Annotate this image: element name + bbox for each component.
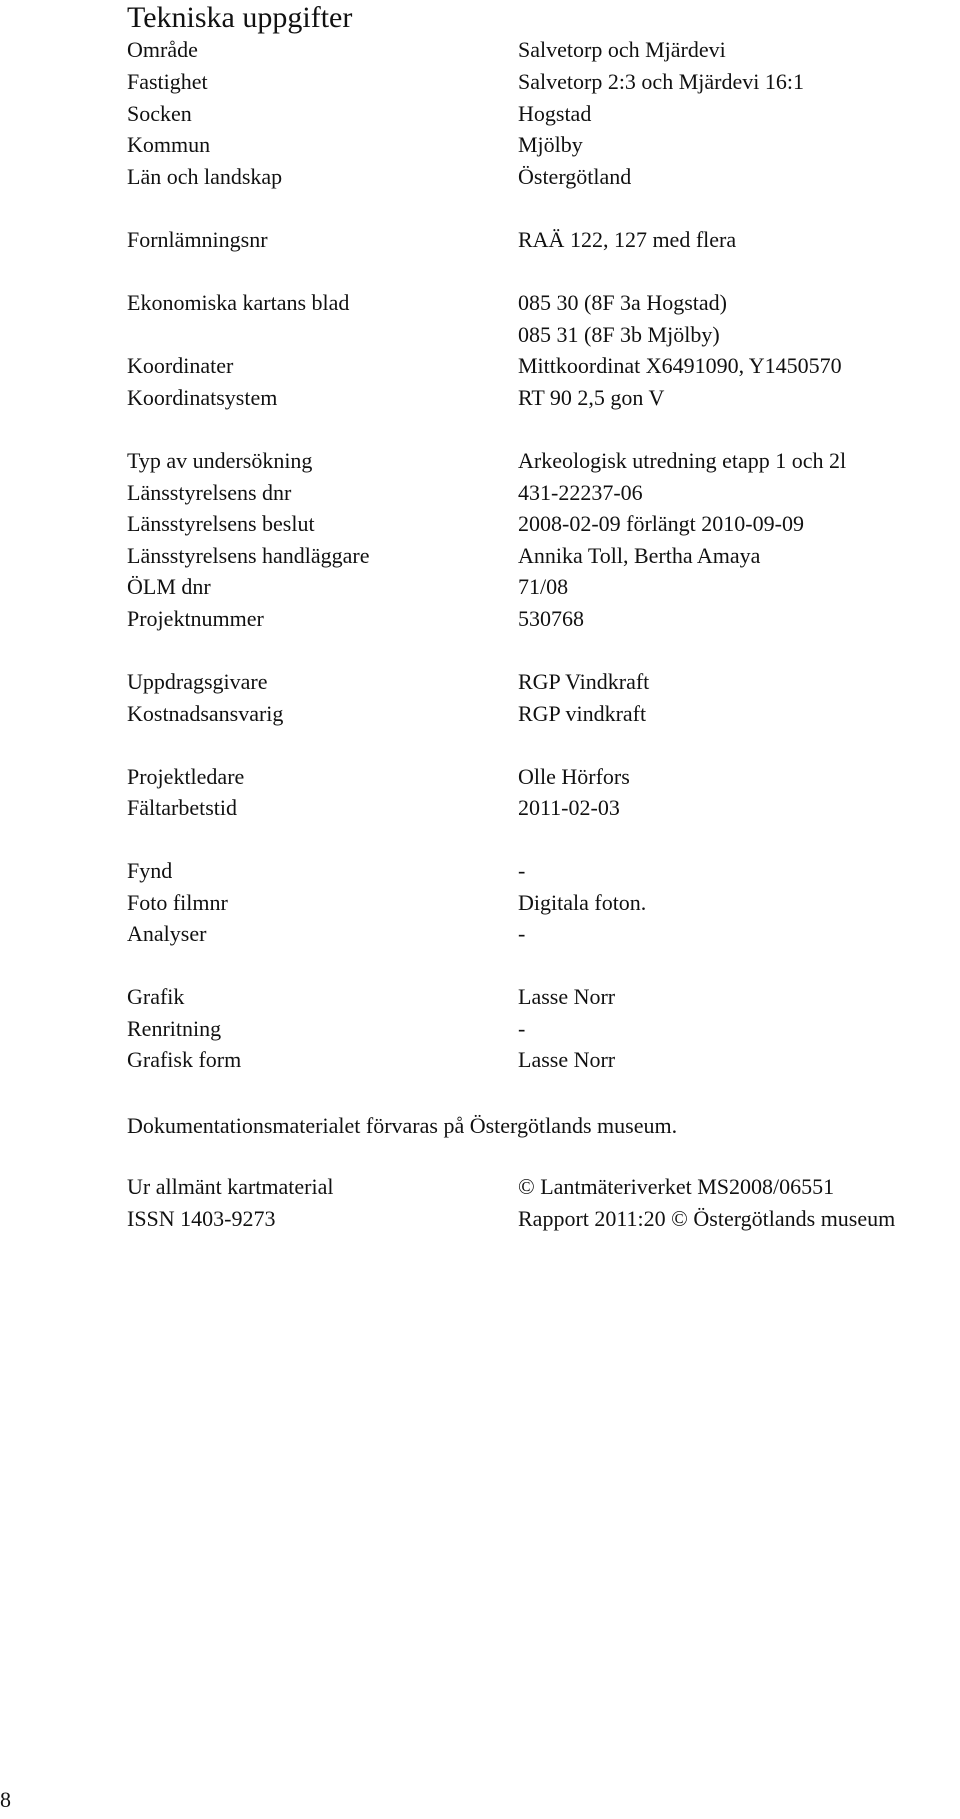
- row-label: Kommun: [127, 132, 211, 157]
- row-value: RT 90 2,5 gon V: [518, 385, 665, 410]
- row-value: © Lantmäteriverket MS2008/06551: [518, 1174, 835, 1199]
- row-label: Fornlämningsnr: [127, 227, 268, 252]
- row-value-secondary: 085 31 (8F 3b Mjölby): [518, 322, 720, 347]
- row-value: Salvetorp 2:3 och Mjärdevi 16:1: [518, 69, 804, 94]
- row-value: Lasse Norr: [518, 984, 616, 1009]
- row-value: Salvetorp och Mjärdevi: [518, 37, 726, 62]
- row-value: Rapport 2011:20 © Östergötlands museum: [518, 1206, 896, 1231]
- row-value: Hogstad: [518, 101, 592, 126]
- row-label: ISSN 1403-9273: [127, 1206, 276, 1231]
- row-value: RGP Vindkraft: [518, 669, 650, 694]
- row-label: Fältarbetstid: [127, 795, 237, 820]
- row-label: Kostnadsansvarig: [127, 701, 284, 726]
- row-value: Annika Toll, Bertha Amaya: [518, 543, 761, 568]
- row-label: Koordinatsystem: [127, 385, 278, 410]
- row-value: 530768: [518, 606, 584, 631]
- row-label: Ur allmänt kartmaterial: [127, 1174, 334, 1199]
- row-value: -: [518, 921, 526, 946]
- row-label: Fastighet: [127, 69, 208, 94]
- row-value: -: [518, 1016, 526, 1041]
- row-value: 085 30 (8F 3a Hogstad): [518, 290, 727, 315]
- row-label: Grafik: [127, 984, 185, 1009]
- row-label: Typ av undersökning: [127, 448, 313, 473]
- storage-note: Dokumentationsmaterialet förvaras på Östergötlands museum.: [127, 1113, 678, 1138]
- row-value: RAÄ 122, 127 med flera: [518, 227, 737, 252]
- row-label: Länsstyrelsens dnr: [127, 480, 292, 505]
- row-label: Ekonomiska kartans blad: [127, 290, 350, 315]
- row-label: Länsstyrelsens beslut: [127, 511, 315, 536]
- row-value: Lasse Norr: [518, 1047, 616, 1072]
- row-value: Mittkoordinat X6491090, Y1450570: [518, 353, 842, 378]
- page-number: 8: [0, 1787, 11, 1812]
- row-value: Olle Hörfors: [518, 764, 630, 789]
- row-label: Projektnummer: [127, 606, 264, 631]
- row-label: Analyser: [127, 921, 207, 946]
- row-label: Koordinater: [127, 353, 234, 378]
- row-value: -: [518, 858, 526, 883]
- row-value: Östergötland: [518, 164, 632, 189]
- row-value: 71/08: [518, 574, 569, 599]
- row-label: Renritning: [127, 1016, 222, 1041]
- row-label: Uppdragsgivare: [127, 669, 268, 694]
- row-label: Område: [127, 37, 198, 62]
- row-label: Foto filmnr: [127, 890, 228, 915]
- row-label: Projektledare: [127, 764, 245, 789]
- row-value: Digitala foton.: [518, 890, 647, 915]
- row-value: Arkeologisk utredning etapp 1 och 2l: [518, 448, 847, 473]
- row-value: 431-22237-06: [518, 480, 643, 505]
- row-label: Fynd: [127, 858, 173, 883]
- row-value: Mjölby: [518, 132, 583, 157]
- row-label: Län och landskap: [127, 164, 283, 189]
- row-value: 2008-02-09 förlängt 2010-09-09: [518, 511, 804, 536]
- row-label: Socken: [127, 101, 192, 126]
- row-label: Grafisk form: [127, 1047, 242, 1072]
- row-value: RGP vindkraft: [518, 701, 647, 726]
- row-value: 2011-02-03: [518, 795, 620, 820]
- row-label: ÖLM dnr: [127, 574, 211, 599]
- row-label: Länsstyrelsens handläggare: [127, 543, 370, 568]
- page-title: Tekniska uppgifter: [127, 1, 353, 34]
